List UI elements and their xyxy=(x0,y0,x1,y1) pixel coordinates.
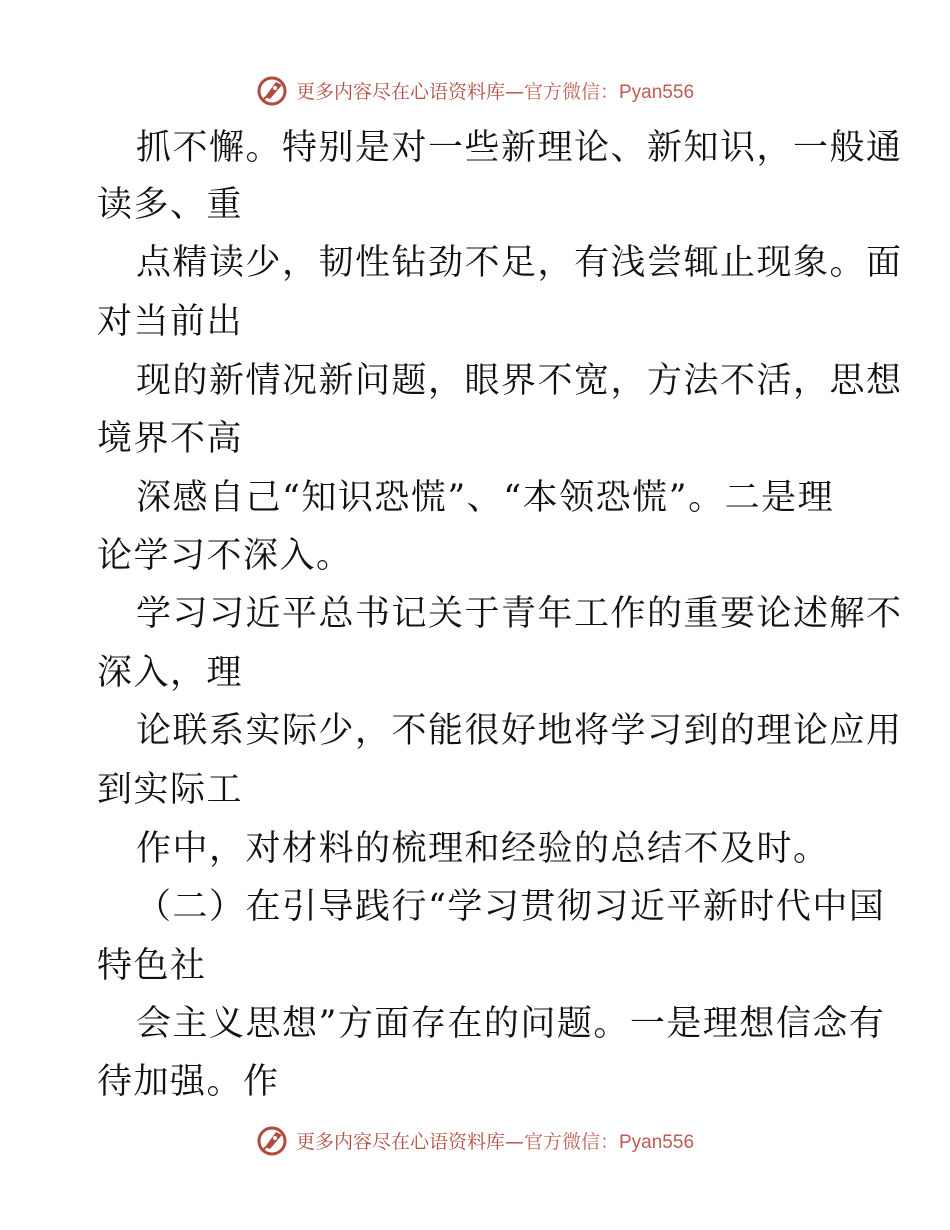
text-line: 点精读少，韧性钻劲不足，有浅尝辄止现象。面 xyxy=(136,243,903,283)
watermark-separator: — xyxy=(504,80,524,103)
text-line: （二）在引导践行“学习贯彻习近平新时代中国 xyxy=(136,887,886,927)
text-line: 境界不高 xyxy=(97,419,244,459)
text-line: 学习习近平总书记关于青年工作的重要论述解不 xyxy=(136,594,903,634)
footer-watermark xyxy=(0,1120,950,1160)
pen-nib-logo-icon xyxy=(256,73,290,107)
text-line: 特色社 xyxy=(97,946,207,986)
text-line: 到实际工 xyxy=(97,770,244,810)
watermark-wechat-label: 官方微信： xyxy=(523,80,619,103)
watermark-account: Pyan556 xyxy=(619,1131,695,1153)
watermark-account: Pyan556 xyxy=(619,81,695,103)
text-line: 深入，理 xyxy=(97,653,244,693)
text-line: 现的新情况新问题，眼界不宽，方法不活，思想 xyxy=(136,361,903,401)
text-line: 论联系实际少，不能很好地将学习到的理论应用 xyxy=(136,711,903,751)
watermark-text xyxy=(296,1127,694,1154)
pen-nib-logo-icon xyxy=(256,1123,290,1157)
header-watermark xyxy=(0,70,950,110)
text-line: 对当前出 xyxy=(97,302,244,342)
watermark-brand: 更多内容尽在心语资料库 xyxy=(295,1130,505,1153)
text-line: 读多、重 xyxy=(97,185,244,225)
text-line: 作中，对材料的梳理和经验的总结不及时。 xyxy=(136,829,830,869)
watermark-separator: — xyxy=(504,1130,524,1153)
text-line: 论学习不深入。 xyxy=(97,536,353,576)
text-line: 抓不懈。特别是对一些新理论、新知识，一般通 xyxy=(136,128,903,168)
text-line: 深感自己“知识恐慌”、“本领恐慌”。二是理 xyxy=(136,478,835,518)
watermark-brand: 更多内容尽在心语资料库 xyxy=(295,80,505,103)
text-line: 待加强。作 xyxy=(97,1062,280,1102)
watermark-wechat-label: 官方微信： xyxy=(523,1130,619,1153)
watermark-text xyxy=(296,77,694,104)
text-line: 会主义思想”方面存在的问题。一是理想信念有 xyxy=(136,1004,886,1044)
